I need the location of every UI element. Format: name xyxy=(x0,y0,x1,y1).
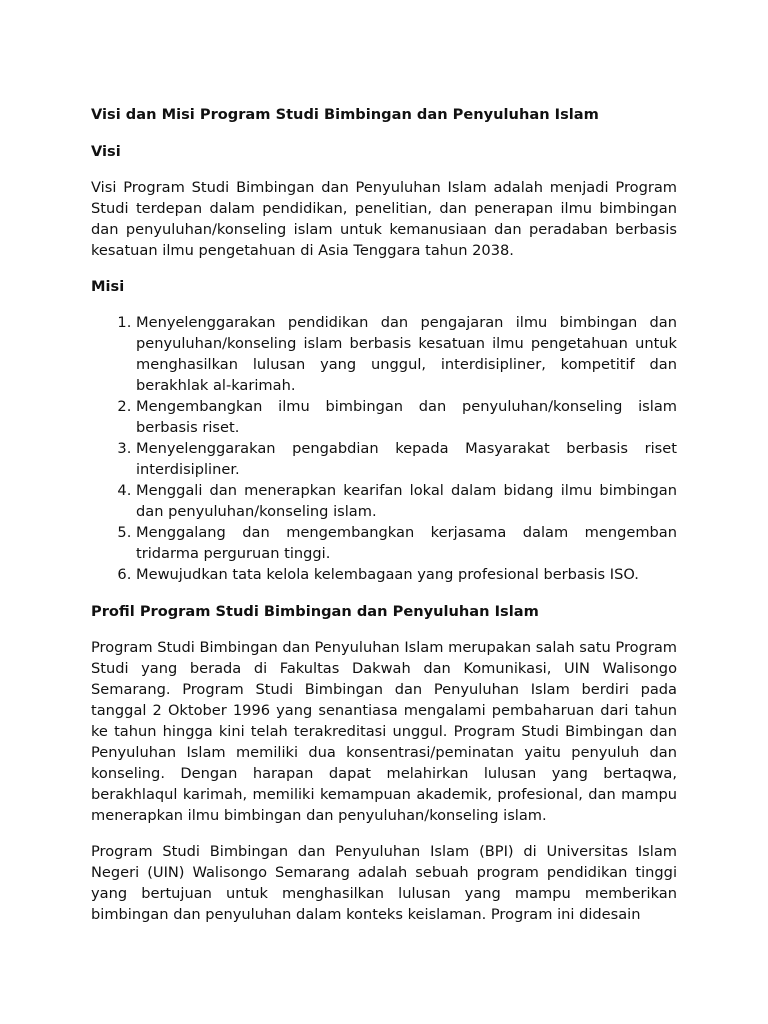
misi-item: 2. Mengembangkan ilmu bimbingan dan penyuluhan/konseling islam berbasis riset. xyxy=(136,396,677,438)
misi-item: 4. Menggali dan menerapkan kearifan lokal dalam bidang ilmu bimbingan dan penyuluhan/konseling islam. xyxy=(136,480,677,522)
visi-paragraph: Visi Program Studi Bimbingan dan Penyuluhan Islam adalah menjadi Program Studi terdepan dalam pendidikan, penelitian, dan penerapan ilmu bimbingan dan penyuluhan/konseling islam untuk kemanusiaan dan peradaban berbasis kesatuan ilmu pengetahuan di Asia Tenggara tahun 2038. xyxy=(91,179,677,259)
document-title: Visi dan Misi Program Studi Bimbingan dan Penyuluhan Islam xyxy=(91,106,599,123)
profil-paragraph-1: Program Studi Bimbingan dan Penyuluhan Islam merupakan salah satu Program Studi yang berada di Fakultas Dakwah dan Komunikasi, UIN Walisongo Semarang. Program Studi Bimbingan dan Penyuluhan Islam berdiri pada tanggal 2 Oktober 1996 yang senantiasa mengalami pembaharuan dari tahun ke tahun hingga kini telah terakreditasi unggul. Program Studi Bimbingan dan Penyuluhan Islam memiliki dua konsentrasi/peminatan yaitu penyuluh dan konseling. Dengan harapan dapat melahirkan lulusan yang bertaqwa, berakhlaqul karimah, memiliki kemampuan akademik, profesional, dan mampu menerapkan ilmu bimbingan dan penyuluhan/konseling islam. xyxy=(91,639,677,824)
misi-item: 6. Mewujudkan tata kelola kelembagaan yang profesional berbasis ISO. xyxy=(136,564,677,585)
visi-heading: Visi xyxy=(91,143,121,160)
misi-heading: Misi xyxy=(91,278,125,295)
document-page xyxy=(91,104,677,940)
misi-item: 5. Menggalang dan mengembangkan kerjasama dalam mengemban tridarma perguruan tinggi. xyxy=(136,522,677,564)
profil-heading: Profil Program Studi Bimbingan dan Penyuluhan Islam xyxy=(91,603,539,620)
profil-paragraph-2: Program Studi Bimbingan dan Penyuluhan Islam (BPI) di Universitas Islam Negeri (UIN) Walisongo Semarang adalah sebuah program pendidikan tinggi yang bertujuan untuk menghasilkan lulusan yang mampu memberikan bimbingan dan penyuluhan dalam konteks keislaman. Program ini didesain xyxy=(91,843,677,923)
misi-item: 3. Menyelenggarakan pengabdian kepada Masyarakat berbasis riset interdisipliner. xyxy=(136,438,677,480)
misi-item: 1. Menyelenggarakan pendidikan dan pengajaran ilmu bimbingan dan penyuluhan/konseling islam berbasis kesatuan ilmu pengetahuan untuk menghasilkan lulusan yang unggul, interdisipliner, kompetitif dan berakhlak al-karimah. xyxy=(136,312,677,396)
misi-list xyxy=(91,312,677,585)
